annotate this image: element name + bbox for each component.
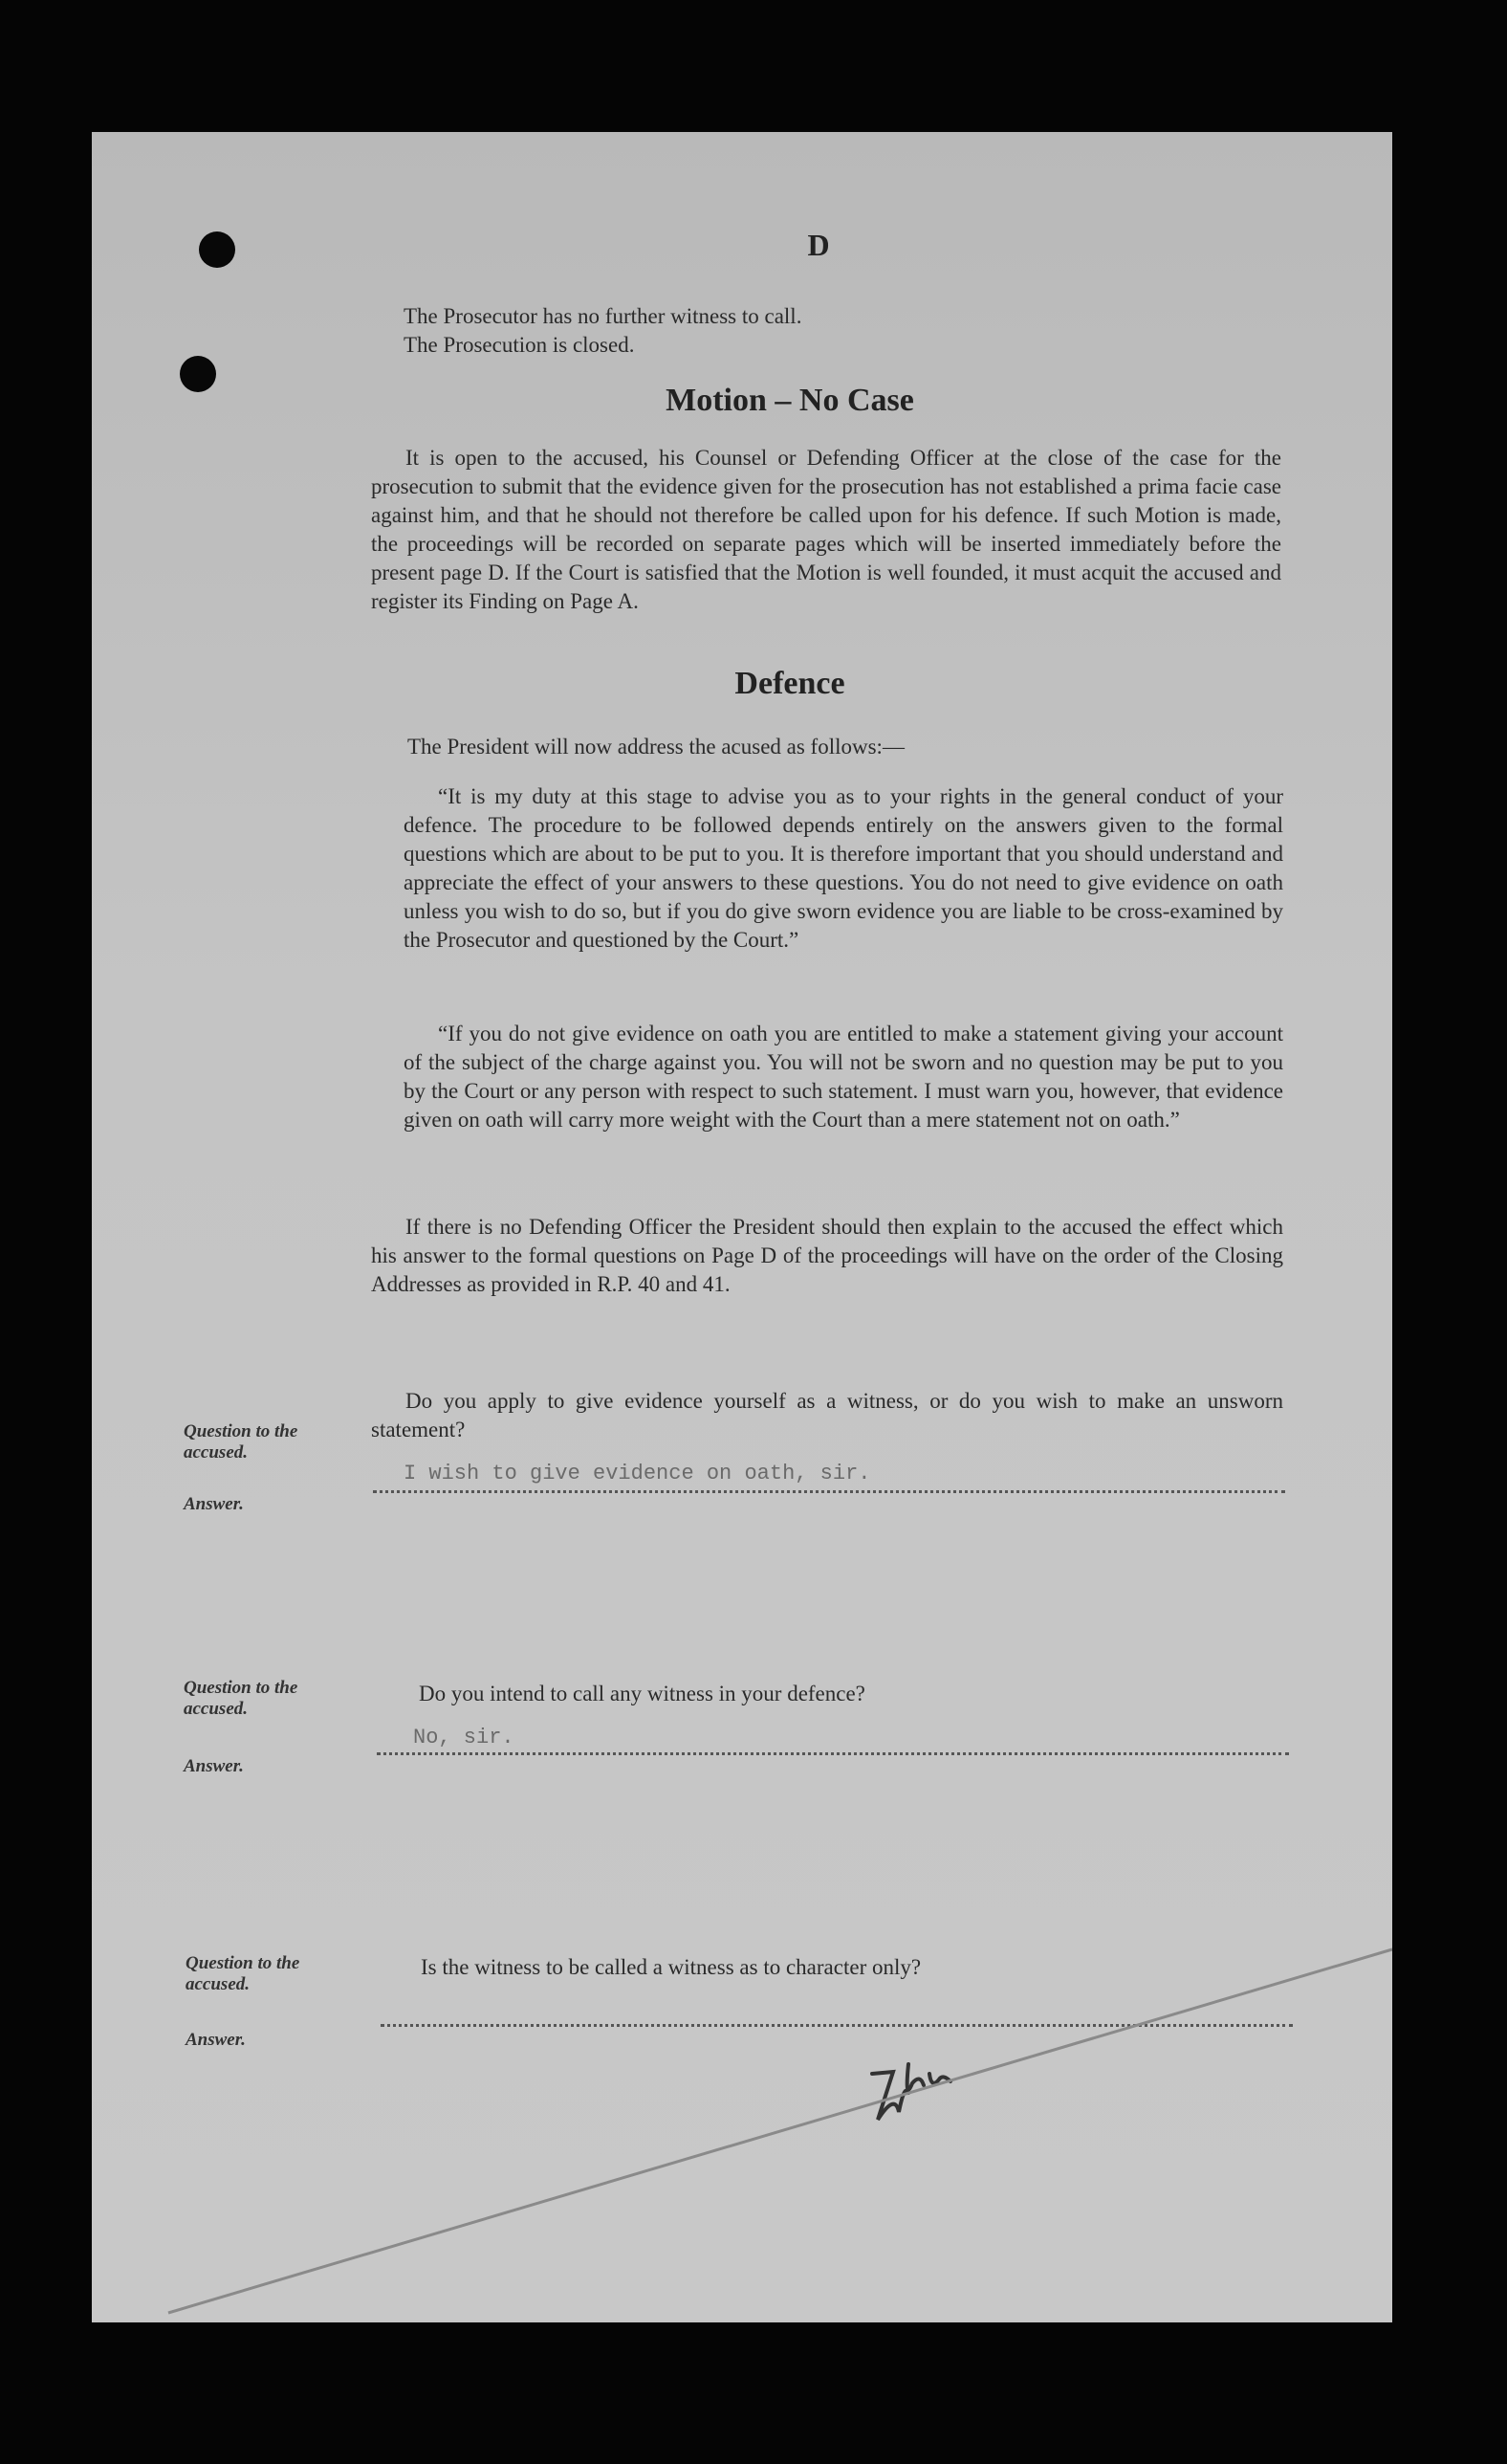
question-text: Do you intend to call any witness in your defence?	[419, 1682, 865, 1705]
answer-line	[373, 1490, 1285, 1493]
answer-line	[377, 1752, 1289, 1755]
punch-hole	[180, 356, 216, 392]
defence-heading: Defence	[734, 666, 845, 701]
president-address-1: “It is my duty at this stage to advise you as to your rights in the general conduct of your defence. The procedure to be followed depends entirely on the answers given to the formal questions which are about to be put to you. It is therefore important that you should understand and appreciate the effect of your answers to these questions. You do not need to give evidence on oath unless you wish to do so, but if you do give sworn evidence you are liable to be cross-examined by the Prosecutor and questioned by the Court.”	[404, 784, 1283, 952]
motion-text: It is open to the accused, his Counsel or Defending Officer at the close of the case for the prosecution to submit that the evidence given for the prosecution has not established a prima facie case against him, and that he should not therefore be called upon for his defence. If such Motion is made, the proceedings will be recorded on separate pages which will be inserted immediately before the present page D. If the Court is satisfied that the Motion is well founded, it must acquit the accused and register its Finding on Page A.	[371, 446, 1281, 613]
answer-field[interactable]: I wish to give evidence on oath, sir.	[404, 1462, 871, 1485]
question-label: Question to the accused.	[184, 1678, 298, 1719]
question-label: Question to the accused.	[186, 1953, 300, 1994]
president-address-2: “If you do not give evidence on oath you are entitled to make a statement giving your account of the subject of the charge against you. You will not be sworn and no question may be put to you by the Court or any person with respect to such statement. I must warn you, however, that evidence given on oath will carry more weight with the Court than a mere statement not on oath.”	[404, 1022, 1283, 1132]
intro-line: The Prosecution is closed.	[404, 333, 635, 357]
answer-label: Answer.	[184, 1494, 244, 1514]
motion-heading: Motion – No Case	[666, 383, 914, 418]
defending-officer-note: If there is no Defending Officer the President should then explain to the accused the effect which his answer to the formal questions on Page D of the proceedings will have on the order of the Closing Addresses as provided in R.P. 40 and 41.	[371, 1215, 1283, 1296]
paper-crease	[92, 1930, 1392, 2332]
defence-intro: The President will now address the acused as follows:—	[407, 735, 905, 759]
question-label: Question to the accused.	[184, 1421, 298, 1463]
document-page	[92, 132, 1392, 2322]
page-letter: D	[807, 228, 830, 262]
answer-label: Answer.	[186, 2030, 246, 2050]
punch-hole	[199, 231, 235, 268]
answer-field[interactable]: No, sir.	[413, 1726, 514, 1749]
question-text: Do you apply to give evidence yourself as a witness, or do you wish to make an unsworn statement?	[371, 1389, 1283, 1441]
answer-label: Answer.	[184, 1756, 244, 1776]
intro-line: The Prosecutor has no further witness to call.	[404, 304, 802, 328]
question-text: Is the witness to be called a witness as to character only?	[421, 1955, 922, 1979]
